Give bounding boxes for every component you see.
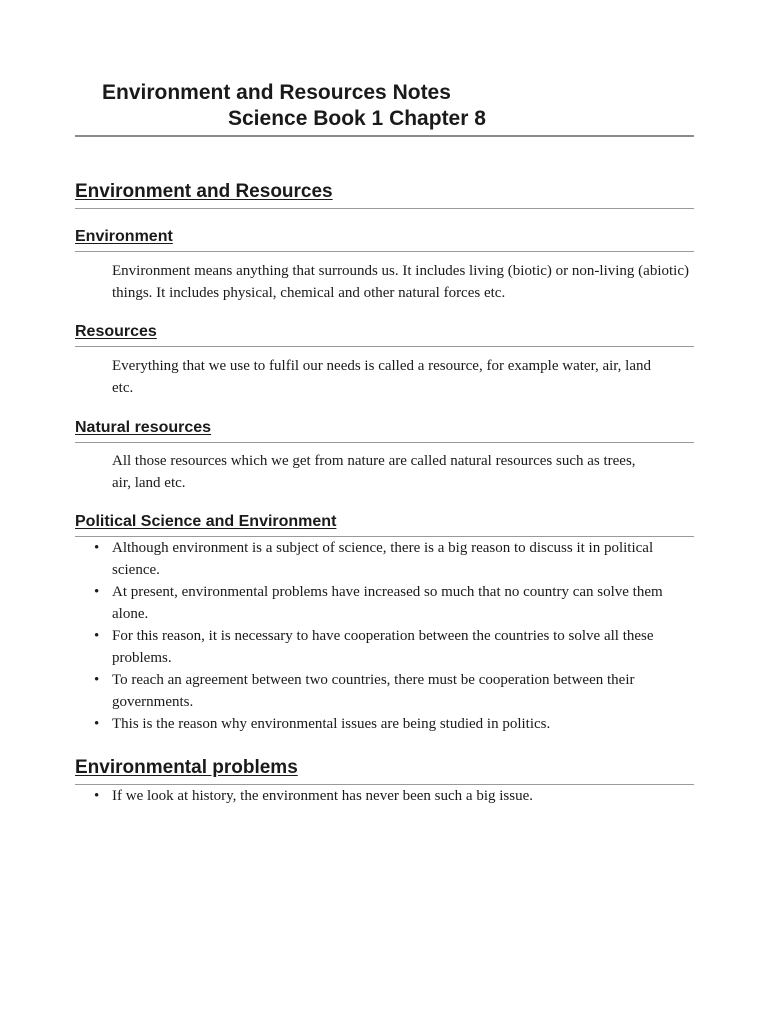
heading-resources: Resources [75,323,694,347]
paragraph-resources: Everything that we use to fulfil our needs is called a resource, for example water, air, land etc. [112,358,652,396]
heading-environment-and-resources: Environment and Resources [75,181,694,209]
list-item: • To reach an agreement between two countries, there must be cooperation between their governments. [112,669,694,713]
list-item: • Although environment is a subject of science, there is a big reason to discuss it in political science. [112,537,694,581]
document-page [75,80,694,807]
document-title [75,80,694,137]
heading-environmental-problems: Environmental problems [75,757,694,785]
document-title-line1: Environment and Resources Notes [102,81,451,104]
heading-political-science-and-environment: Political Science and Environment [75,513,694,537]
paragraph-natural-resources: All those resources which we get from nature are called natural resources such as trees, air, land etc. [112,453,636,491]
heading-natural-resources: Natural resources [75,419,694,443]
list-item: • For this reason, it is necessary to have cooperation between the countries to solve all these problems. [112,625,694,669]
paragraph-environment: Environment means anything that surrounds us. It includes living (biotic) or non-living (abiotic) things. It includes physical, chemical and other natural forces etc. [112,263,689,301]
political-science-bullet-list [75,537,694,735]
list-item: • If we look at history, the environment has never been such a big issue. [112,785,694,807]
document-subtitle: Science Book 1 Chapter 8 [228,107,486,130]
list-item: • At present, environmental problems have increased so much that no country can solve them alone. [112,581,694,625]
list-item: • This is the reason why environmental issues are being studied in politics. [112,713,694,735]
heading-environment: Environment [75,228,694,252]
environmental-problems-bullet-list [75,785,694,807]
